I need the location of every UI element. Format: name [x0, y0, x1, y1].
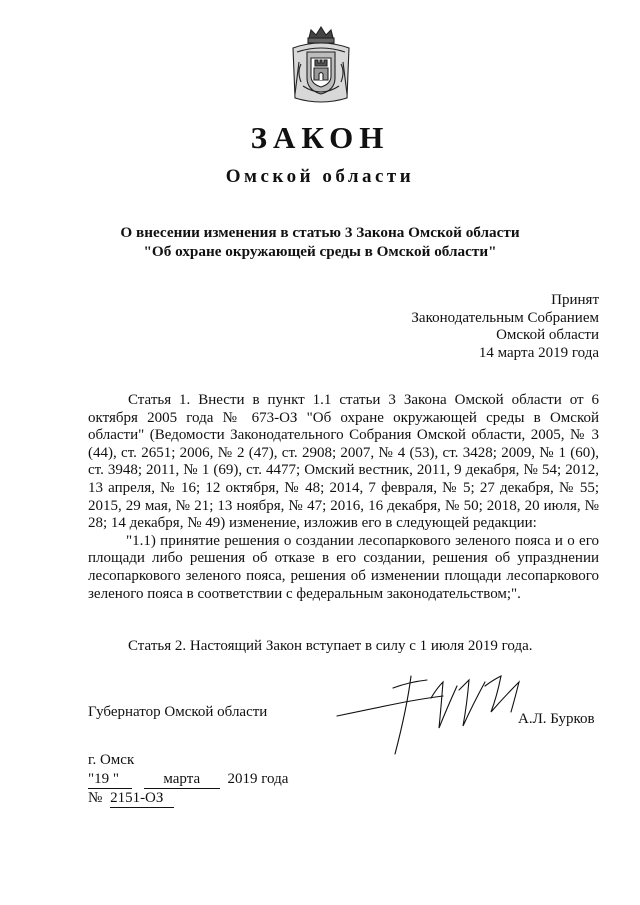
coat-of-arms-icon: [289, 24, 353, 106]
document-heading-line-1: О внесении изменения в статью 3 Закона Омской области: [120, 224, 520, 241]
article-1: [88, 392, 599, 603]
law-number: [88, 790, 174, 808]
signing-year: 2019 года: [227, 771, 289, 787]
signing-day: "19 ": [88, 771, 132, 789]
adoption-block: [411, 292, 599, 362]
law-title: ЗАКОН: [250, 120, 390, 155]
signing-date: [88, 771, 288, 789]
signing-month: марта: [144, 771, 220, 789]
signing-place: г. Омск: [88, 752, 135, 768]
law-number-value: 2151-ОЗ: [110, 790, 174, 808]
handwritten-signature: [335, 668, 530, 758]
adoption-line-2: Законодательным Собранием: [411, 309, 599, 326]
adoption-date: 14 марта 2019 года: [478, 344, 599, 361]
article-1-quote: "1.1) принятие решения о создании лесопаркового зеленого пояса и о его площади либо решения об отказе в его создании, решения об упразднении лесопаркового зеленого пояса, решения об изменении площади лесопаркового зеленого пояса в соответствии с федеральным законодательством;".: [88, 532, 599, 602]
document-heading-line-2: "Об охране окружающей среды в Омской области": [143, 243, 497, 260]
article-1-text: Статья 1. Внести в пункт 1.1 статьи 3 Закона Омской области от 6 октября 2005 года № 673-ОЗ "Об охране окружающей среды в Омской области" (Ведомости Законодательного Собрания Омской области, 2005, № 3 (44), ст. 2651; 2006, № 2 (47), ст. 2908; 2007, № 4 (53), ст. 3428; 2009, № 1 (60), ст. 3948; 2011, № 1 (69), ст. 4477; Омский вестник, 2011, 9 декабря, № 54; 2012, 13 апреля, № 16; 12 октября, № 48; 2014, 7 февраля, № 5; 27 декабря, № 55; 2015, 29 мая, № 21; 13 ноября, № 47; 2016, 16 декабря, № 50; 2018, 20 июля, № 28; 14 декабря, № 49) изменение, изложив его в следующей редакции:: [88, 392, 599, 532]
adoption-line-3: Омской области: [496, 327, 599, 343]
article-2: Статья 2. Настоящий Закон вступает в силу с 1 июля 2019 года.: [128, 638, 533, 654]
law-number-prefix: №: [88, 790, 103, 806]
signatory-name: А.Л. Бурков: [518, 711, 595, 727]
adoption-line-1: Принят: [551, 292, 599, 308]
region-subtitle: Омской области: [225, 166, 415, 187]
document-heading: [0, 223, 640, 261]
signatory-position: Губернатор Омской области: [88, 704, 268, 720]
